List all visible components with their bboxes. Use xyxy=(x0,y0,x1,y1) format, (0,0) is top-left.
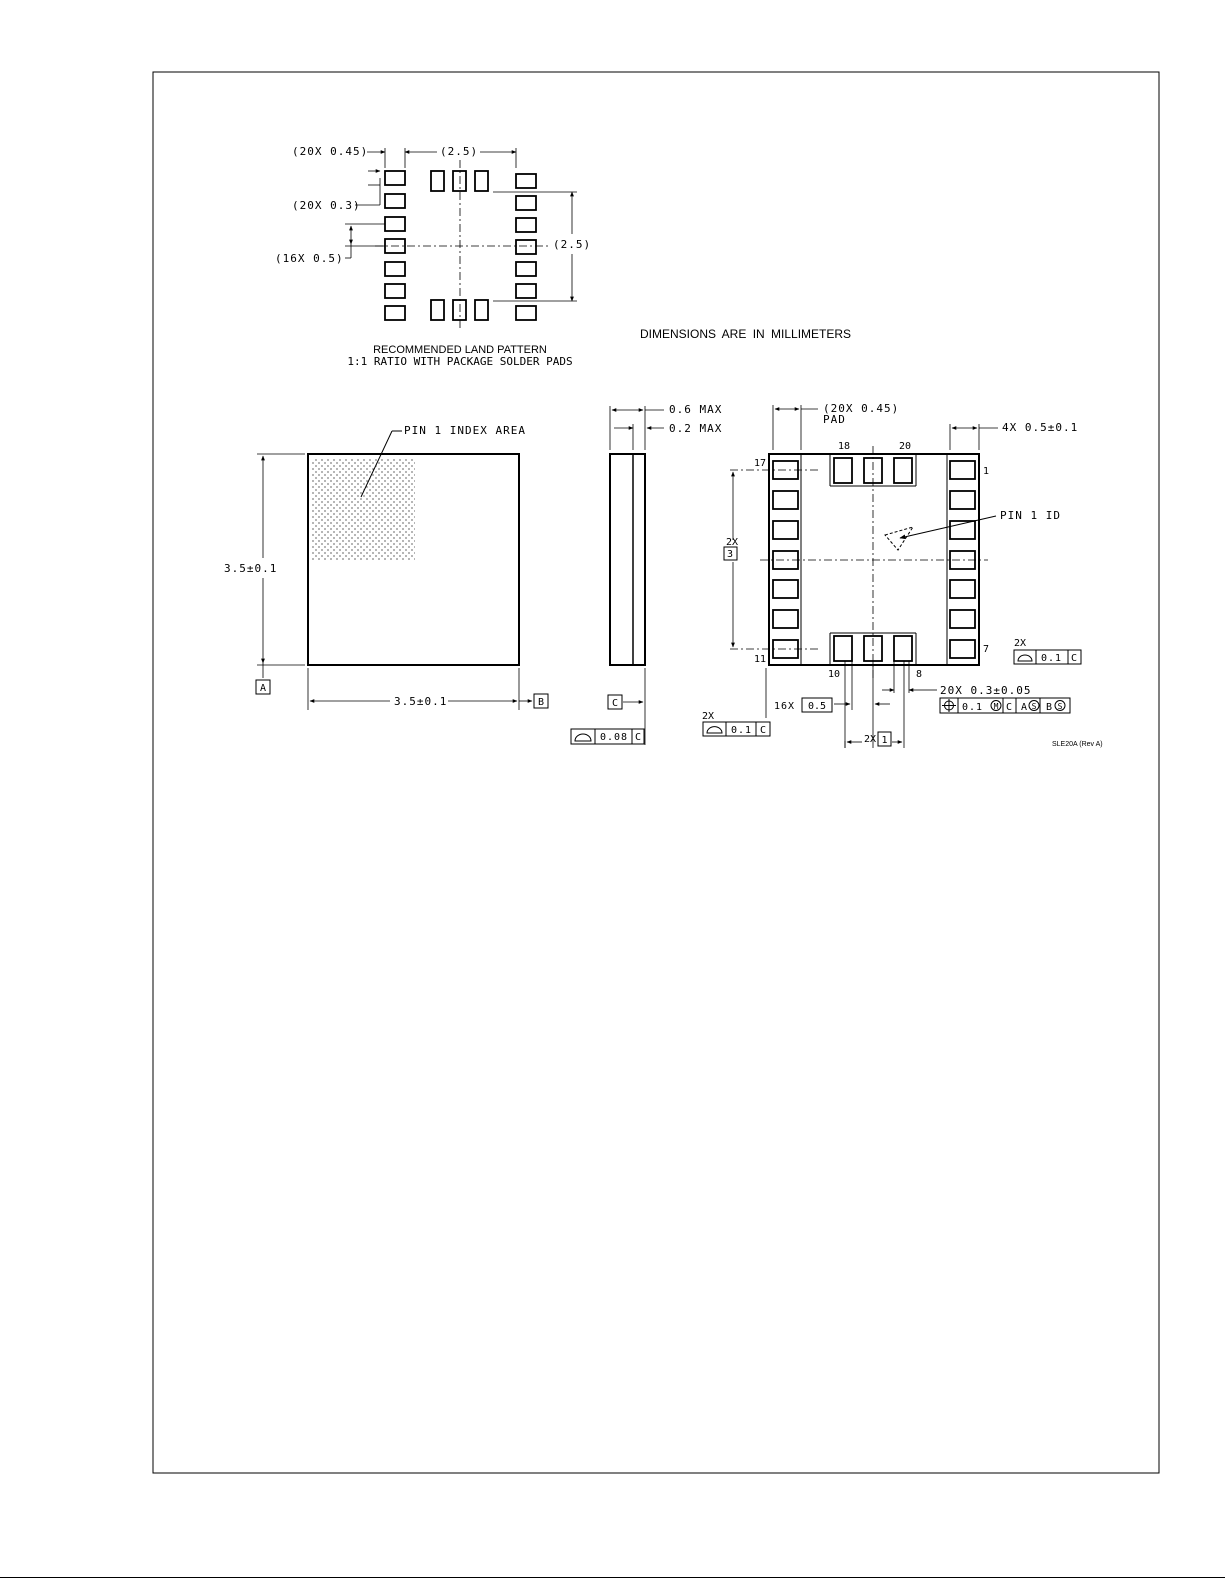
pin1-id-label: PIN 1 ID xyxy=(1000,509,1061,522)
top-width-label: 3.5±0.1 xyxy=(394,695,448,708)
land-pad-bottom-row xyxy=(431,300,488,320)
bottom-profile-icon xyxy=(707,727,722,733)
pin-number-10: 10 xyxy=(828,669,841,680)
pos-datum-b: B xyxy=(1045,702,1053,713)
side-standoff: 0.2 MAX xyxy=(669,422,723,435)
right-multiplier: 2X xyxy=(1014,638,1027,649)
right-profile-icon xyxy=(1018,655,1032,661)
page-frame xyxy=(153,72,1159,1473)
pin-number-7: 7 xyxy=(983,644,990,655)
pin1-id-marker xyxy=(885,527,913,550)
pin1-index-area xyxy=(312,458,415,560)
bottom-multiplier: 2X xyxy=(702,711,715,722)
land-pad-height-label: (20X 0.3) xyxy=(292,199,361,212)
pos-datum-a: A xyxy=(1020,702,1028,713)
package-outline-side xyxy=(610,454,645,665)
position-tol: 0.1 xyxy=(962,702,984,713)
side-view xyxy=(571,403,722,745)
pos-mod-s-b: S xyxy=(1057,702,1063,711)
bottom-pads-right xyxy=(950,461,975,658)
lead-width-label: 20X 0.3±0.05 xyxy=(940,684,1032,697)
position-icon xyxy=(942,699,956,712)
datum-c: C xyxy=(611,698,619,709)
land-pattern-caption-2: 1:1 RATIO WITH PACKAGE SOLDER PADS xyxy=(347,355,573,368)
bottom-profile-datum: C xyxy=(759,725,767,736)
pos-mod-s-a: S xyxy=(1031,702,1037,711)
pitch-basic: 0.5 xyxy=(807,701,827,712)
bottom-view xyxy=(702,402,1081,748)
top-view xyxy=(224,424,548,710)
land-pattern xyxy=(385,171,536,320)
side-max-thickness: 0.6 MAX xyxy=(669,403,723,416)
land-pad-right-column xyxy=(516,174,536,320)
bottom-pad-label-2: PAD xyxy=(823,413,846,426)
pin-number-8: 8 xyxy=(916,669,923,680)
flatness-value: 0.08 xyxy=(600,732,629,743)
bottom-basic: 1 xyxy=(881,735,888,746)
flatness-datum: C xyxy=(634,732,642,743)
drawing-id: SLE20A (Rev A) xyxy=(1052,741,1103,748)
land-pad-top-row xyxy=(431,171,488,191)
right-profile-value: 0.1 xyxy=(1041,653,1063,664)
land-span-h-label: (2.5) xyxy=(440,145,479,158)
pin-number-20: 20 xyxy=(899,441,912,452)
datum-b: B xyxy=(537,697,545,708)
land-pad-width-label: (20X 0.45) xyxy=(292,145,369,158)
bottom-pad-label-1: (20X 0.45) xyxy=(823,402,900,415)
pin-number-17: 17 xyxy=(754,458,767,469)
position-mod: M xyxy=(993,702,999,711)
bottom-pads-left xyxy=(773,461,798,658)
land-pitch-label: (16X 0.5) xyxy=(275,252,344,265)
bottom-corner-label: 4X 0.5±0.1 xyxy=(1002,421,1079,434)
pos-datum-c: C xyxy=(1005,702,1013,713)
pin1-index-area-label: PIN 1 INDEX AREA xyxy=(404,424,526,437)
pitch-prefix: 16X xyxy=(774,701,796,712)
pin-number-18: 18 xyxy=(838,441,851,452)
right-profile-datum: C xyxy=(1070,653,1078,664)
pin-number-1: 1 xyxy=(983,466,990,477)
land-pattern-caption-1: RECOMMENDED LAND PATTERN xyxy=(373,344,547,356)
bottom-profile-frame xyxy=(703,722,770,736)
right-profile-frame xyxy=(1014,650,1081,664)
datum-a: A xyxy=(259,683,267,694)
land-span-v-label: (2.5) xyxy=(553,238,592,251)
profile-icon xyxy=(575,734,591,741)
left-multiplier: 2X xyxy=(726,537,739,548)
top-height-label: 3.5±0.1 xyxy=(224,562,278,575)
land-pad-left-column xyxy=(385,171,405,320)
bottom-profile-value: 0.1 xyxy=(731,725,753,736)
position-control-frame xyxy=(940,698,1070,713)
footer-rule xyxy=(0,1577,1225,1578)
units-note: DIMENSIONS ARE IN MILLIMETERS xyxy=(640,327,852,341)
left-basic: 3 xyxy=(726,549,734,560)
pin-number-11: 11 xyxy=(754,654,767,665)
flatness-control-frame xyxy=(571,729,644,744)
bottom-basic-prefix: 2X xyxy=(864,734,877,745)
